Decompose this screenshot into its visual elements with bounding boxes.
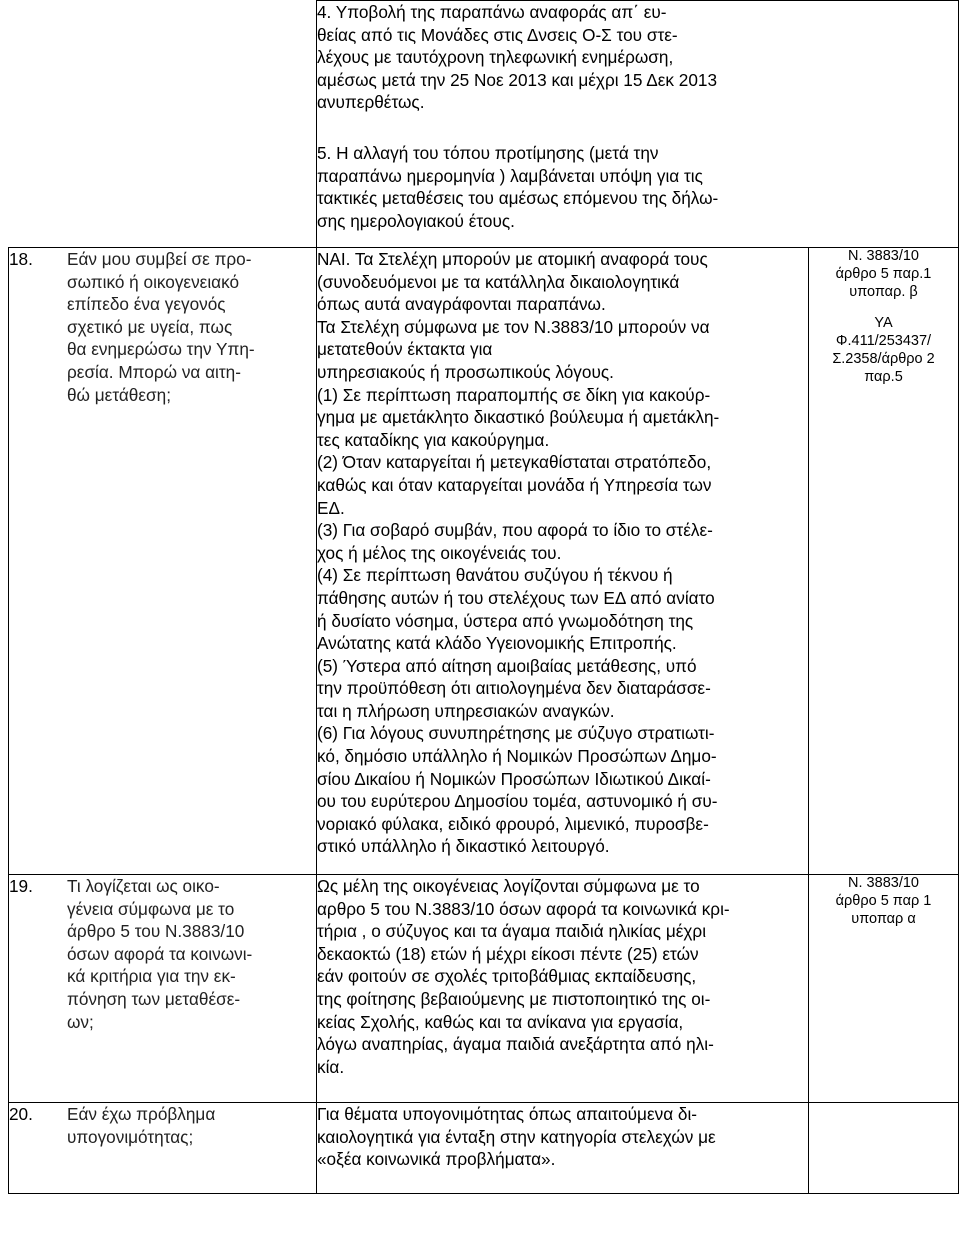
paragraph-5: 5. Η αλλαγή του τόπου προτίμησης (μετά την παραπάνω ημερομηνία ) λαμβάνεται υπόψη για τις τακτικές μεταθέσεις του αμέσως επόμενου της δήλω- σης ημερολογιακού έτους. (317, 142, 719, 231)
reference-cell (809, 875, 959, 1103)
paragraph-4: 4. Υποβολή της παραπάνω αναφοράς απ΄ ευ- θείας από τις Μονάδες στις Δνσεις Ο-Σ του στε- λέχους με ταυτόχρονη τηλεφωνική ενημέρωση, αμέσως μετά την 25 Νοε 2013 και μέχρι 15 Δεκ 2013 ανυπερθέτως. (317, 2, 718, 113)
continuation-row (9, 1, 959, 248)
empty-cell (9, 1, 317, 248)
question-cell (9, 1103, 317, 1194)
question-cell (9, 875, 317, 1103)
answer-cell (317, 248, 809, 875)
reference-law: Ν. 3883/10 άρθρο 5 παρ.1 υποπαρ. β (835, 248, 932, 300)
question-cell (9, 248, 317, 875)
table-row-19 (9, 875, 959, 1103)
answer-text: Ως μέλη της οικογένειας λογίζονται σύμφωνα με το αρθρο 5 του Ν.3883/10 όσων αφορά τα κοινωνικά κρι- τήρια , ο σύζυγος και τα άγαμα παιδιά ηλικίας μέχρι δεκαοκτώ (18) ετών ή μέχρι είκοσι πέντε (25) ετών εάν φοιτούν σε σχολές τριτοβάθμιας εκπαίδευσης, της φοίτησης βεβαιούμενης με πιστοποιητικό της οι- κείας Σχολής, καθώς και τα ανίκανα για εργασία, λόγω αναπηρίας, άγαμα παιδιά ανεξάρτητα από ηλι- κία. (317, 876, 730, 1077)
continued-answer-cell (317, 1, 959, 248)
reference-decision: ΥΑ Φ.411/253437/ Σ.2358/άρθρο 2 παρ.5 (832, 315, 935, 385)
question-number: 20. (9, 1104, 33, 1124)
table-row-20 (9, 1103, 959, 1194)
question-number: 19. (9, 876, 33, 896)
reference-cell (809, 248, 959, 875)
reference-law: Ν. 3883/10 άρθρο 5 παρ 1 υποπαρ α (835, 875, 932, 927)
reference-cell (809, 1103, 959, 1194)
table-row-18 (9, 248, 959, 875)
answer-cell (317, 875, 809, 1103)
question-text: Εάν έχω πρόβλημα υπογονιμότητας; (67, 1104, 216, 1147)
faq-table (8, 0, 959, 1194)
question-text: Τι λογίζεται ως οικο- γένεια σύμφωνα με το άρθρο 5 του Ν.3883/10 όσων αφορά τα κοινωνι- κά κριτήρια για την εκ- πόνηση των μεταθέσε- ων; (67, 876, 253, 1032)
answer-text: Για θέματα υπογονιμότητας όπως απαιτούμενα δι- καιολογητικά για ένταξη στην κατηγορία στελεχών με «οξέα κοινωνικά προβλήματα». (317, 1104, 716, 1170)
question-number: 18. (9, 249, 33, 269)
answer-cell (317, 1103, 809, 1194)
answer-text: ΝΑΙ. Τα Στελέχη μπορούν με ατομική αναφορά τους (συνοδευόμενοι με τα κατάλληλα δικαιολογητικά όπως αυτά αναγράφονται παραπάνω. Τα Στελέχη σύμφωνα με τον Ν.3883/10 μπορούν να μετατεθούν έκτακτα για υπηρεσιακούς ή προσωπικούς λόγους. (1) Σε περίπτωση παραπομπής σε δίκη για κακούρ- γημα με αμετάκλητο δικαστικό βούλευμα ή αμετάκλη- τες καταδίκης για κακούργημα. (2) Όταν καταργείται ή μετεγκαθίσταται στρατόπεδο, καθώς και όταν καταργείται μονάδα ή Υπηρεσία των ΕΔ. (3) Για σοβαρό συμβάν, που αφορά το ίδιο το στέλε- χος ή μέλος της οικογένειάς του. (4) Σε περίπτωση θανάτου συζύγου ή τέκνου ή πάθησης αυτών ή του στελέχους των ΕΔ από ανίατο ή δυσίατο νόσημα, ύστερα από γνωμοδότηση της Ανώτατης κατά κλάδο Υγειονομικής Επιτροπής. (5) Ύστερα από αίτηση αμοιβαίας μετάθεσης, υπό την προϋπόθεση ότι αιτιολογημένα δεν διαταράσσε- ται η πλήρωση υπηρεσιακών αναγκών. (6) Για λόγους συνυπηρέτησης με σύζυγο στρατιωτι- κό, δημόσιο υπάλληλο ή Νομικών Προσώπων Δημο- σίου Δικαίου ή Νομικών Προσώπων Ιδιωτικού Δικαί- ου του ευρύτερου Δημοσίου τομέα, αστυνομικό ή συ- νοριακό φύλακα, ειδικό φρουρό, λιμενικό, πυροσβε- στικό υπάλληλο ή δικαστικό λειτουργό. (317, 249, 720, 857)
question-text: Εάν μου συμβεί σε προ- σωπικό ή οικογενειακό επίπεδο ένα γεγονός σχετικό με υγεία, πως θα ενημερώσω την Υπη- ρεσία. Μπορώ να αιτη- θώ μετάθεση; (67, 249, 255, 405)
